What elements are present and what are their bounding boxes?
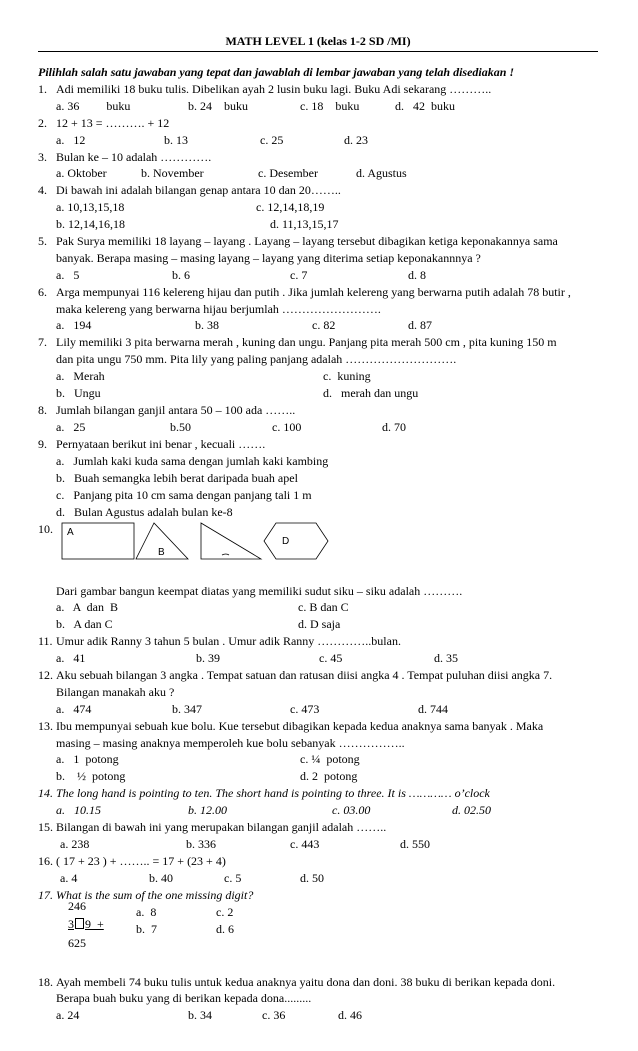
- options-row: [38, 385, 598, 402]
- missing-digit-box: [75, 918, 84, 929]
- question-text: Arga mempunyai 116 kelereng hijau dan putih . Jika jumlah kelereng yang berwarna putih adalah 78 butir ,: [56, 284, 571, 299]
- option-c: c. 82: [312, 318, 336, 333]
- question-16: [38, 853, 598, 870]
- option-a: a. Merah: [56, 368, 105, 383]
- option-c: c. 12,14,18,19: [256, 200, 325, 215]
- option-d: d. 50: [300, 870, 324, 885]
- option-a: a. 8: [136, 904, 157, 919]
- option-b: b. Ungu: [56, 385, 101, 400]
- question-text: Ayah membeli 74 buku tulis untuk kedua anaknya yaitu dona dan doni. 38 buku di berikan kepada doni.: [56, 974, 556, 989]
- options-row: [38, 487, 598, 504]
- question-5: [38, 233, 598, 250]
- question-number: 5.: [38, 234, 47, 249]
- option-b: b. A dan C: [56, 617, 113, 632]
- option-b: b.50: [170, 419, 191, 434]
- option-c: c. 36: [262, 1008, 286, 1023]
- option-b: b. 40: [149, 870, 173, 885]
- option-a: a. A dan B: [56, 600, 118, 615]
- question-text-line2: maka kelereng yang berwarna hijau berjumlah …………………….: [56, 301, 381, 316]
- option-d: d. 550: [400, 836, 430, 851]
- option-d: d. 8: [408, 267, 426, 282]
- question-10-shapes: [38, 521, 598, 575]
- option-b: b. November: [141, 166, 204, 181]
- question-number: 6.: [38, 284, 47, 299]
- options-row: [38, 802, 598, 819]
- option-d: d. merah dan ungu: [323, 385, 419, 400]
- question-9: [38, 436, 598, 453]
- options-row: [38, 616, 598, 633]
- options-row: [38, 836, 598, 853]
- option-b: b. 24 buku: [188, 98, 248, 113]
- question-number: 10.: [38, 521, 53, 536]
- options-row: [38, 98, 598, 115]
- option-d: d. Agustus: [356, 166, 407, 181]
- question-number: 9.: [38, 436, 47, 451]
- option-d: d. 2 potong: [300, 769, 358, 784]
- question-2: [38, 115, 598, 132]
- shape-label-b: B: [158, 546, 165, 558]
- option-d: d. 42 buku: [395, 98, 455, 113]
- question-text: Ibu mempunyai sebuah kue bolu. Kue tersebut dibagikan kepada kedua anaknya sama banyak . Maka: [56, 718, 544, 733]
- option-c: c. ¼ potong: [300, 752, 360, 767]
- option-d: d. 87: [408, 318, 432, 333]
- question-number: 14.: [38, 786, 53, 801]
- option-a: a. 25: [56, 419, 86, 434]
- question-12: [38, 667, 598, 684]
- question-text: Di bawah ini adalah bilangan genap antara 10 dan 20……..: [56, 183, 341, 198]
- option-c: c. 5: [224, 870, 242, 885]
- option-d: d. 35: [434, 651, 458, 666]
- shape-label-d: D: [282, 535, 290, 547]
- question-number: 18.: [38, 974, 53, 989]
- question-text: Adi memiliki 18 buku tulis. Dibelikan ayah 2 lusin buku lagi. Buku Adi sekarang ………..: [56, 82, 492, 96]
- option-d: d. 11,13,15,17: [270, 217, 339, 232]
- question-13: [38, 718, 598, 735]
- question-number: 2.: [38, 115, 47, 130]
- option-b: b. ½ potong: [56, 769, 126, 784]
- option-a: a. 238: [60, 836, 90, 851]
- question-text-line2: banyak. Berapa masing – masing layang – layang yang diterima setiap keponakannnya ?: [56, 250, 481, 265]
- option-b: b. 13: [164, 132, 188, 147]
- option-b: b. 347: [172, 701, 202, 716]
- options-row: [38, 751, 598, 768]
- options-row: [38, 768, 598, 785]
- question-text-line2: Berapa buah buku yang di berikan kepada dona.........: [56, 991, 312, 1006]
- question-number: 4.: [38, 183, 47, 198]
- option-b: b. Buah semangka lebih berat daripada buah apel: [56, 470, 298, 485]
- option-a: a. 5: [56, 267, 80, 282]
- question-number: 1.: [38, 82, 47, 96]
- question-15: [38, 819, 598, 836]
- question-1: [38, 81, 598, 98]
- question-3: [38, 149, 598, 166]
- sum: 625: [68, 935, 86, 950]
- question-text: The long hand is pointing to ten. The short hand is pointing to three. It is ………… o’clock: [56, 786, 490, 801]
- options-row: [38, 504, 598, 521]
- option-c: c. B dan C: [298, 600, 349, 615]
- shape-c-right-triangle: [201, 523, 261, 559]
- question-text-cont: [38, 684, 598, 701]
- option-d: d. 70: [382, 419, 406, 434]
- options-row: [38, 1007, 598, 1024]
- question-number: 11.: [38, 634, 53, 649]
- options-row: [38, 317, 598, 334]
- question-text-cont: [38, 351, 598, 368]
- question-number: 12.: [38, 668, 53, 683]
- option-a: a. Jumlah kaki kuda sama dengan jumlah kaki kambing: [56, 453, 329, 468]
- option-d: d. 23: [344, 132, 368, 147]
- question-text: Dari gambar bangun keempat diatas yang memiliki sudut siku – siku adalah ……….: [56, 583, 463, 598]
- option-d: d. 46: [338, 1008, 362, 1023]
- option-c: c. 473: [290, 701, 320, 716]
- question-text: Jumlah bilangan ganjil antara 50 – 100 ada ……..: [56, 402, 296, 417]
- option-c: c. kuning: [323, 368, 371, 383]
- option-a: a. 24: [56, 1008, 80, 1023]
- question-text-cont: [38, 735, 598, 752]
- option-a: a. 194: [56, 318, 92, 333]
- option-c: c. 2: [216, 904, 234, 919]
- option-c: c. 18 buku: [300, 98, 360, 113]
- question-text-line2: dan pita ungu 750 mm. Pita lily yang paling panjang adalah ……………………….: [56, 352, 457, 367]
- worksheet: [38, 33, 598, 1024]
- option-a: a. 41: [56, 651, 86, 666]
- option-d: d. 6: [216, 921, 234, 936]
- question-11: [38, 633, 598, 650]
- question-text: Umur adik Ranny 3 tahun 5 bulan . Umur adik Ranny …………..bulan.: [56, 634, 401, 649]
- question-text-cont: [38, 301, 598, 318]
- option-c: c. Panjang pita 10 cm sama dengan panjang tali 1 m: [56, 487, 312, 502]
- options-row: [38, 267, 598, 284]
- question-number: 13.: [38, 718, 53, 733]
- options-row: [38, 650, 598, 667]
- option-b: b. 39: [196, 651, 220, 666]
- option-c: c. 03.00: [332, 803, 371, 818]
- question-text-line2: Bilangan manakah aku ?: [56, 684, 175, 699]
- options-row: [38, 470, 598, 487]
- option-b: b. 12,14,16,18: [56, 217, 125, 232]
- question-17: [38, 887, 598, 904]
- question-text: 12 + 13 = ………. + 12: [56, 115, 170, 130]
- question-14: [38, 785, 598, 802]
- option-a: a. 474: [56, 701, 92, 716]
- question-text: ( 17 + 23 ) + …….. = 17 + (23 + 4): [56, 853, 226, 868]
- question-18: [38, 974, 598, 991]
- option-d: d. Bulan Agustus adalah bulan ke-8: [56, 504, 233, 519]
- question-number: 15.: [38, 820, 53, 835]
- question-text: Bulan ke – 10 adalah ………….: [56, 149, 212, 164]
- question-text-cont: [38, 250, 598, 267]
- option-a: a. 12: [56, 132, 86, 147]
- question-text-line2: masing – masing anaknya memperoleh kue bolu sebanyak ……………..: [56, 735, 405, 750]
- option-d: d. D saja: [298, 617, 341, 632]
- question-text: Aku sebuah bilangan 3 angka . Tempat satuan dan ratusan diisi angka 4 . Tempat puluhan diisi angka 7.: [56, 668, 553, 683]
- option-c: c. 25: [260, 132, 284, 147]
- option-a: a. 4: [60, 870, 78, 885]
- question-number: 3.: [38, 149, 47, 164]
- options-row: [38, 132, 598, 149]
- options-row: [38, 870, 598, 887]
- option-a: a. Oktober: [56, 166, 107, 181]
- option-d: d. 744: [418, 701, 448, 716]
- option-c: c. 7: [290, 267, 308, 282]
- options-row: [38, 453, 598, 470]
- shapes-figure: [38, 521, 598, 575]
- question-text: Lily memiliki 3 pita berwarna merah , kuning dan ungu. Panjang pita merah 500 cm , pita kuning 150 m: [56, 335, 557, 350]
- shape-d-hexagon: [264, 523, 328, 559]
- option-d: d. 02.50: [452, 803, 491, 818]
- options-row: [38, 419, 598, 436]
- question-text: Pak Surya memiliki 18 layang – layang . Layang – layang tersebut dibagikan ketiga keponakannya sama: [56, 234, 558, 249]
- options-row: [38, 701, 598, 718]
- addend-2: 3 9 +: [68, 916, 104, 931]
- question-number: 16.: [38, 853, 53, 868]
- option-b: b. 6: [172, 267, 190, 282]
- option-a: a. 10.15: [56, 803, 101, 818]
- option-a: a. 10,13,15,18: [56, 200, 125, 215]
- option-c: c. 100: [272, 419, 302, 434]
- question-text-cont: [38, 990, 598, 1007]
- question-7: [38, 334, 598, 351]
- addition-problem: [38, 898, 598, 956]
- option-b: b. 34: [188, 1008, 212, 1023]
- shape-label-a: A: [67, 526, 74, 538]
- question-text: Bilangan di bawah ini yang merupakan bilangan ganjil adalah ……..: [56, 820, 387, 835]
- option-b: b. 12.00: [188, 803, 227, 818]
- addend-1: 246: [68, 898, 86, 913]
- question-number: 7.: [38, 335, 47, 350]
- options-row: [38, 165, 598, 182]
- question-number: 8.: [38, 402, 47, 417]
- options-row: [38, 199, 598, 216]
- question-number: 17.: [38, 887, 53, 902]
- options-row: [38, 368, 598, 385]
- option-a: a. 1 potong: [56, 752, 119, 767]
- option-c: c. Desember: [258, 166, 318, 181]
- option-c: c. 45: [319, 651, 343, 666]
- option-a: a. 36 buku: [56, 98, 131, 113]
- options-row: [38, 599, 598, 616]
- question-text: What is the sum of the one missing digit?: [56, 887, 254, 902]
- option-b: b. 38: [195, 318, 219, 333]
- question-text: Pernyataan berikut ini benar , kecuali …….: [56, 436, 266, 451]
- angle-mark-icon: [222, 554, 229, 555]
- options-row: [38, 216, 598, 233]
- question-6: [38, 284, 598, 301]
- question-4: [38, 182, 598, 199]
- question-8: [38, 402, 598, 419]
- instruction: Pilihlah salah satu jawaban yang tepat dan jawablah di lembar jawaban yang telah disediakan !: [38, 65, 515, 79]
- option-c: c. 443: [290, 836, 320, 851]
- option-b: b. 336: [186, 836, 216, 851]
- option-b: b. 7: [136, 921, 157, 936]
- page-title: MATH LEVEL 1 (kelas 1-2 SD /MI): [38, 33, 598, 52]
- question-10: [38, 583, 598, 600]
